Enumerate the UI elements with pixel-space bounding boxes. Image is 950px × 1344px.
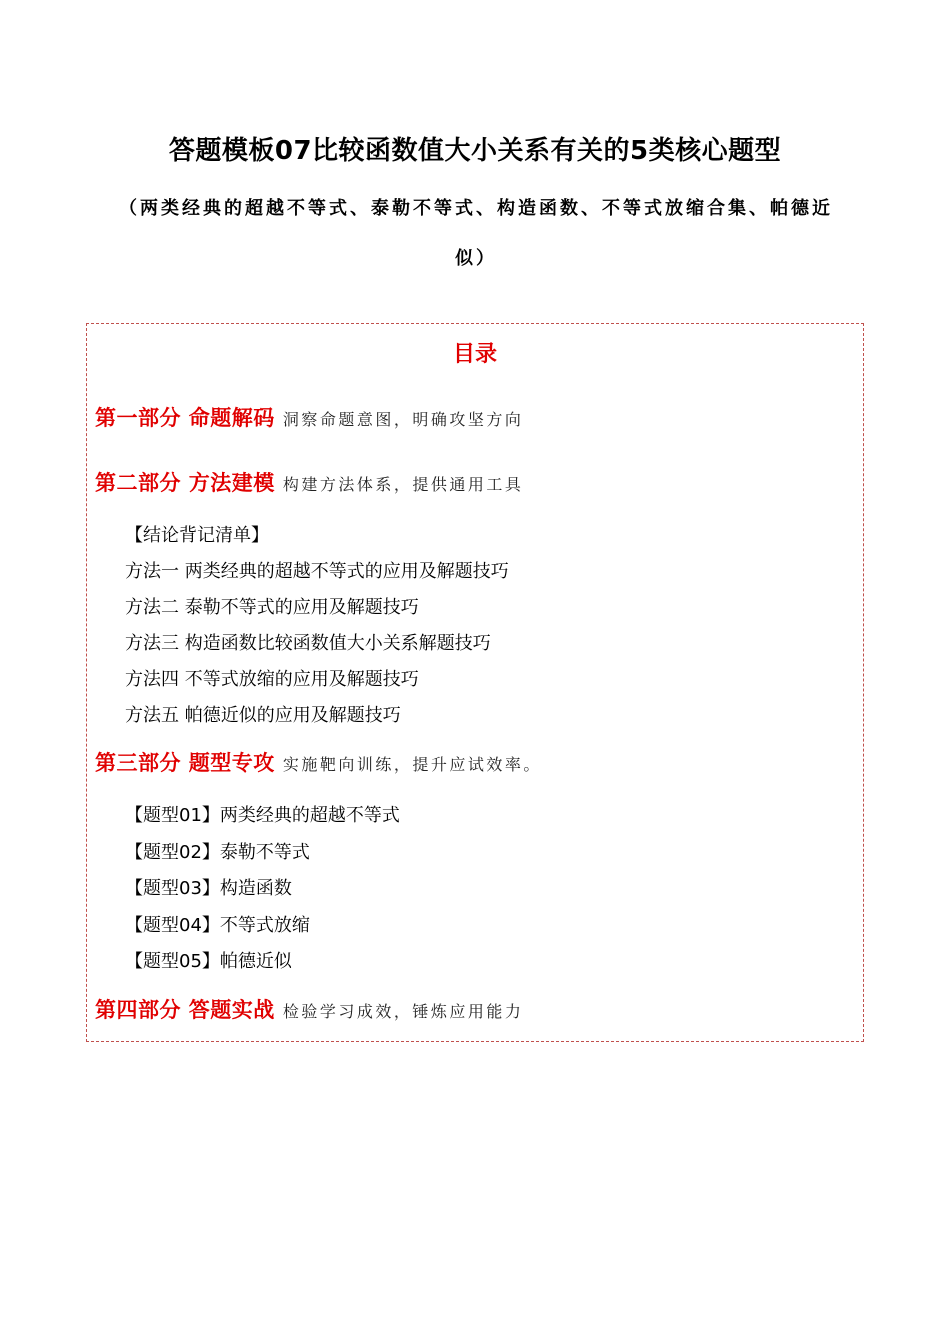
toc-heading: 目录 — [452, 342, 497, 367]
part-title: 第四部分 答题实战 — [95, 998, 275, 1022]
toc-type-item[interactable]: 【题型03】构造函数 — [125, 878, 292, 899]
subtitle-line-1: （两类经典的超越不等式、泰勒不等式、构造函数、不等式放缩合集、帕德近 — [119, 198, 833, 219]
toc-type-item[interactable]: 【题型05】帕德近似 — [125, 951, 292, 972]
toc-method-item[interactable]: 方法一 两类经典的超越不等式的应用及解题技巧 — [125, 561, 509, 582]
toc-part-1[interactable] — [95, 402, 523, 432]
part-desc: 洞察命题意图，明确攻坚方向 — [282, 410, 524, 429]
toc-part-4[interactable] — [95, 994, 523, 1024]
subtitle-line-2: 似） — [455, 248, 497, 269]
toc-type-item[interactable]: 【题型02】泰勒不等式 — [125, 842, 310, 863]
part-desc: 检验学习成效，锤炼应用能力 — [282, 1002, 524, 1021]
part-title: 第一部分 命题解码 — [95, 406, 275, 430]
toc-method-item[interactable]: 方法四 不等式放缩的应用及解题技巧 — [125, 669, 419, 690]
toc-part-2[interactable] — [95, 467, 523, 497]
toc-method-item[interactable]: 方法二 泰勒不等式的应用及解题技巧 — [125, 597, 419, 618]
document-title: 答题模板07比较函数值大小关系有关的5类核心题型 — [168, 136, 782, 166]
toc-type-item[interactable]: 【题型01】两类经典的超越不等式 — [125, 805, 400, 826]
part-desc: 构建方法体系，提供通用工具 — [282, 475, 524, 494]
document-subtitle — [96, 184, 856, 284]
toc-method-item[interactable]: 【结论背记清单】 — [125, 525, 269, 546]
toc-type-item[interactable]: 【题型04】不等式放缩 — [125, 915, 310, 936]
toc-method-item[interactable]: 方法三 构造函数比较函数值大小关系解题技巧 — [125, 633, 491, 654]
toc-method-item[interactable]: 方法五 帕德近似的应用及解题技巧 — [125, 705, 401, 726]
part-title: 第三部分 题型专攻 — [95, 751, 275, 775]
toc-part-3[interactable] — [95, 747, 542, 777]
part-title: 第二部分 方法建模 — [95, 471, 275, 495]
part-desc: 实施靶向训练，提升应试效率。 — [282, 755, 542, 774]
